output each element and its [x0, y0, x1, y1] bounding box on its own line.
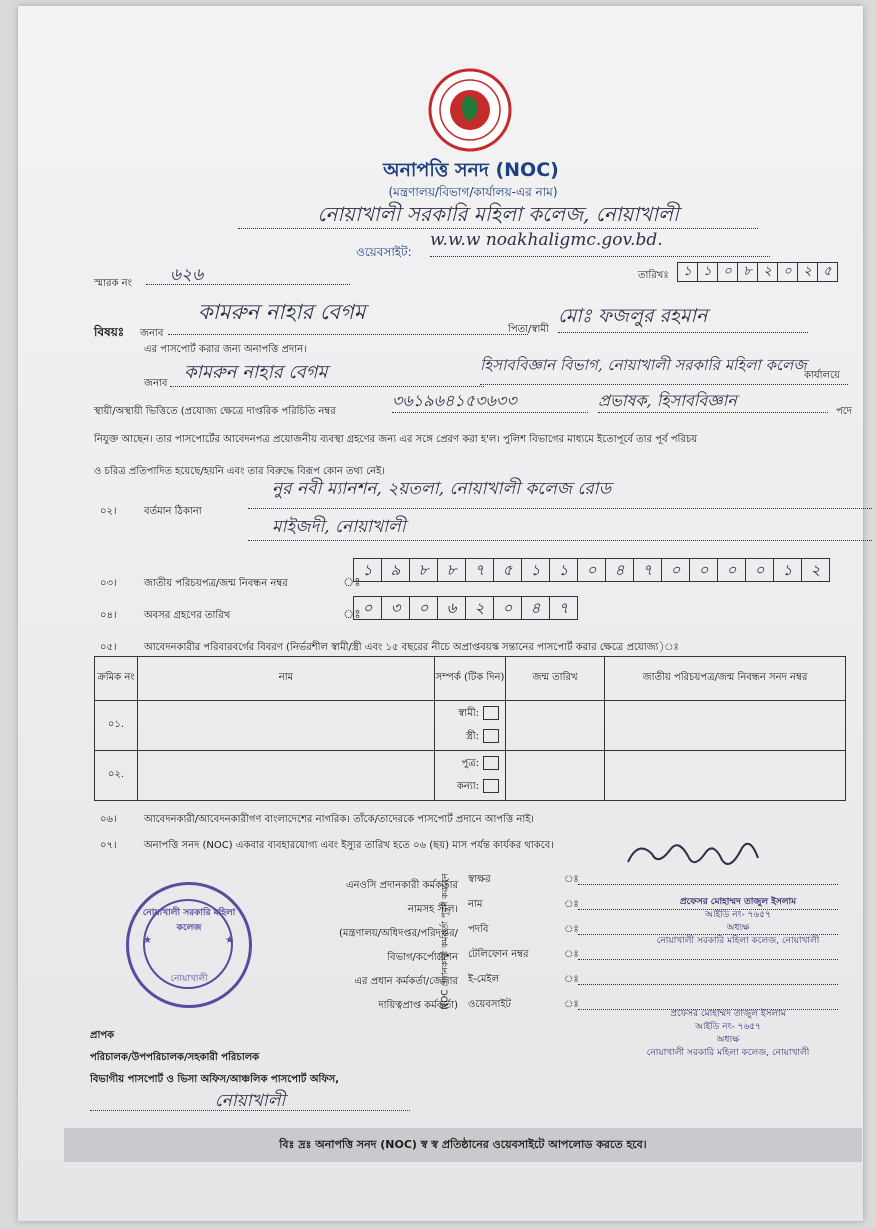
website-value: w.w.w noakhaligmc.gov.bd. [430, 230, 770, 257]
nid-digit-box: ০ [661, 558, 690, 582]
field-email [468, 972, 838, 997]
table-row [95, 701, 846, 751]
nid-digit-box: ১ [549, 558, 578, 582]
citizenship-statement: আবেদনকারী/আবেদনকারীগণ বাংলাদেশের নাগরিক। তাঁকে/তাদেরকে পাসপোর্ট প্রদানে আপত্তি নাই। [144, 814, 535, 825]
row-dob-cell [506, 751, 605, 801]
item-04-number: ০৪। [100, 610, 117, 621]
nid-digit-box: ৪ [605, 558, 634, 582]
father-name: মোঃ ফজলুর রহমান [558, 302, 808, 333]
nid-digit-box: ৯ [381, 558, 410, 582]
date-digit-box: ১ [677, 262, 698, 282]
row-name-cell [138, 701, 435, 751]
row-nid-cell [605, 751, 846, 801]
nid-digit-box: ০ [577, 558, 606, 582]
daughter-checkbox[interactable] [483, 779, 499, 793]
field-label: পদবি [468, 924, 489, 935]
office-name: নোয়াখালী সরকারি মহিলা কলেজ, নোয়াখালী [238, 200, 758, 229]
address-line-2: মাইজদী, নোয়াখালী [248, 514, 872, 541]
body-line-5: ও চরিত্র প্রতিপাদিত হয়েছে/হয়নি এবং তার বিরুদ্ধে বিরূপ কোন তথ্য নেই। [94, 466, 385, 477]
star-icon: ★ [143, 935, 152, 946]
nid-digit-box: ৭ [633, 558, 662, 582]
karyalaye-label: কার্যালয়ে [804, 370, 840, 381]
website-label: ওয়েবসাইট: [356, 245, 412, 259]
seal-officer-office: নোয়াখালী সরকারি মহিলা কলেজ, নোয়াখালী [656, 936, 820, 946]
seal-officer-name: প্রফেসর মোহাম্মদ তাজুল ইসলাম [670, 1009, 786, 1019]
footer-note [64, 1128, 862, 1162]
father-label: পিতা/স্বামী [508, 324, 549, 335]
nid-digit-box: ১ [353, 558, 382, 582]
stamp-ring-text: নোয়াখালী সরকারি মহিলা কলেজ [142, 908, 236, 933]
page-title: অনাপত্তি সনদ (NOC) [383, 159, 559, 181]
office-type-subtitle: (মন্ত্রণালয়/বিভাগ/কার্যালয়-এর নাম) [388, 185, 558, 199]
employment-line: স্থায়ী/অস্থায়ী ভিত্তিতে (প্রযোজ্য ক্ষেত্রে দাপ্তরিক পরিচিতি নম্বর [94, 406, 336, 417]
nid-boxes [354, 558, 830, 582]
nid-digit-box: ১ [773, 558, 802, 582]
date-digit-box: ১ [697, 262, 718, 282]
retirement-label: অবসর গ্রহণের তারিখ [144, 610, 231, 621]
retirement-colon: ঃ [343, 607, 361, 621]
nid-digit-box: ২ [801, 558, 830, 582]
retirement-digit-box: ০ [409, 596, 438, 620]
row-dob-cell [506, 701, 605, 751]
pode-label: পদে [836, 406, 853, 417]
husband-checkbox[interactable] [483, 706, 499, 720]
nid-digit-box: ০ [689, 558, 718, 582]
emblem-icon [428, 68, 512, 152]
government-emblem [428, 68, 512, 152]
date-digit-box: ৮ [737, 262, 758, 282]
officer-line: এর প্রধান কর্মকর্তা/জেলার [354, 976, 458, 987]
nid-digit-box: ১ [521, 558, 550, 582]
son-checkbox[interactable] [483, 756, 499, 770]
retirement-digit-box: ৩ [381, 596, 410, 620]
field-colon: ঃ [564, 999, 579, 1010]
item-06-number: ০৬। [100, 814, 117, 825]
field-label: টেলিফোন নম্বর [468, 949, 529, 960]
seal-officer-office: নোয়াখালী সরকারি মহিলা কলেজ, নোয়াখালী [646, 1048, 810, 1058]
passport-purpose: এর পাসপোর্ট করার জন্য অনাপত্তি প্রদান। [144, 344, 307, 355]
item-02-number: ০২। [100, 506, 117, 517]
field-colon: ঃ [564, 899, 579, 910]
date-digit-box: ৫ [817, 262, 838, 282]
footer-note-text: বিঃ দ্রঃ অনাপত্তি সনদ (NOC) স্ব স্ব প্রতিষ্ঠানের ওয়েবসাইটে আপলোড করতে হবে। [279, 1138, 647, 1151]
retirement-digit-box: ৪ [521, 596, 550, 620]
field-colon: ঃ [564, 924, 579, 935]
noc-document [18, 6, 863, 1221]
seal-officer-name: প্রফেসর মোহাম্মদ তাজুল ইসলাম [679, 897, 797, 907]
date-boxes [678, 260, 838, 282]
col-relation: সম্পর্ক (টিক দিন) [435, 657, 506, 701]
family-table [94, 656, 846, 801]
seal-officer-id: আইডি নং- ৭৬৫৭ [705, 910, 771, 920]
date-digit-box: ২ [757, 262, 778, 282]
subject-janab: জনাব [140, 328, 164, 339]
relation-wife-label: স্ত্রী: [465, 730, 479, 742]
field-colon: ঃ [564, 949, 579, 960]
field-line [578, 959, 838, 960]
date-digit-box: ০ [717, 262, 738, 282]
applicant-office: হিসাববিজ্ঞান বিভাগ, নোয়াখালী সরকারি মহিলা কলেজ [480, 354, 848, 385]
wife-checkbox[interactable] [483, 729, 499, 743]
address-label: বর্তমান ঠিকানা [144, 506, 202, 517]
date-digit-box: ২ [797, 262, 818, 282]
seal-officer-post: অধ্যক্ষ [716, 1035, 740, 1045]
date-digit-box: ০ [777, 262, 798, 282]
official-id-number: ৩৬১৯৬৪১৫৩৬৩৩ [392, 388, 588, 413]
nid-digit-box: ৮ [437, 558, 466, 582]
body-line-4: নিযুক্ত আছেন। তার পাসপোর্টের আবেদনপত্র প্রয়োজনীয় ব্যবস্থা গ্রহণের জন্য এর সঙ্গে প্রেরণ করা হ'ল। পুলিশ বিভাগের মাধ্যমে ইতোপূর্বে তার পূর্ব পরিচয় [94, 434, 698, 445]
field-colon: ঃ [564, 974, 579, 985]
col-serial: ক্রমিক নং [95, 657, 138, 701]
retirement-digit-box: ০ [353, 596, 382, 620]
row-serial: ০২. [95, 751, 138, 801]
body-janab: জনাব [144, 378, 168, 389]
item-07-number: ০৭। [100, 840, 117, 851]
row-relation-cell [435, 701, 506, 751]
officer-line: বিভাগ/কর্পোরেশন [387, 952, 458, 963]
validity-statement: অনাপত্তি সনদ (NOC) একবার ব্যবহারযোগ্য এবং ইস্যুর তারিখ হতে ০৬ (ছয়) মাস পর্যন্ত কার্যকর থাকবে। [144, 840, 554, 851]
seal-officer-id: আইডি নং- ৭৬৫৭ [695, 1022, 761, 1032]
retirement-digit-box: ২ [465, 596, 494, 620]
nid-digit-box: ৫ [493, 558, 522, 582]
officer-line: এনওসি প্রদানকারী কর্মকর্তার [345, 880, 458, 891]
field-telephone [468, 947, 838, 972]
retirement-digit-box: ০ [493, 596, 522, 620]
memo-label: স্মারক নং [94, 278, 132, 289]
nid-digit-box: ০ [717, 558, 746, 582]
field-label: ওয়েবসাইট [468, 999, 511, 1010]
field-colon: ঃ [564, 874, 579, 885]
officer-line: (মন্ত্রণালয়/অধিদপ্তর/পরিদপ্তর/ [338, 928, 458, 939]
row-relation-cell [435, 751, 506, 801]
nid-label: জাতীয় পরিচয়পত্র/জন্ম নিবন্ধন নম্বর [144, 578, 288, 589]
applicant-name-2: কামরুন নাহার বেগম [170, 358, 484, 387]
recipient-handwritten: নোয়াখালী [90, 1088, 410, 1111]
retirement-digit-box: ৭ [549, 596, 578, 620]
recipient-line-1: পরিচালক/উপপরিচালক/সহকারী পরিচালক [90, 1052, 260, 1063]
recipient-label: প্রাপক [90, 1030, 115, 1041]
col-nid: জাতীয় পরিচয়পত্র/জন্ম নিবন্ধন সনদ নম্বর [605, 657, 846, 701]
seal-officer-post: অধ্যক্ষ [726, 923, 750, 933]
field-label: স্বাক্ষর [468, 874, 491, 885]
field-label: ই-মেইল [468, 974, 500, 985]
field-label: নাম [468, 899, 483, 910]
table-row [95, 751, 846, 801]
retirement-boxes [354, 596, 578, 620]
item-05-number: ০৫। [100, 642, 117, 653]
recipient-line-2: বিভাগীয় পাসপোর্ট ও ভিসা অফিস/আঞ্চলিক পাসপোর্ট অফিস, [90, 1074, 340, 1085]
row-serial: ০১. [95, 701, 138, 751]
date-label: তারিখঃ [638, 270, 669, 281]
officer-line: নামসহ সীল। [408, 904, 458, 915]
college-seal-stamp [126, 882, 252, 1008]
officer-description [288, 874, 458, 1018]
relation-son-label: পুত্র: [461, 757, 479, 769]
col-dob: জন্ম তারিখ [506, 657, 605, 701]
row-name-cell [138, 751, 435, 801]
subject-label: বিষয়ঃ [94, 325, 125, 339]
officer-seal-block [618, 896, 858, 948]
field-line [578, 984, 838, 985]
designation: প্রভাষক, হিসাববিজ্ঞান [598, 388, 828, 413]
row-nid-cell [605, 701, 846, 751]
memo-number: ৬২৬ [146, 262, 350, 285]
address-line-1: নুর নবী ম্যানশন, ২য়তলা, নোয়াখালী কলেজ রোড [248, 476, 872, 509]
relation-husband-label: স্বামী: [458, 707, 479, 719]
vertical-noc-label: NOC প্রদানকারী কর্মকর্তা পূরণ করবেন [440, 873, 451, 1010]
stamp-bottom-text: নোয়াখালী [170, 974, 208, 984]
field-line [578, 884, 838, 885]
col-name: নাম [138, 657, 435, 701]
nid-digit-box: ০ [745, 558, 774, 582]
star-icon: ★ [225, 935, 234, 946]
family-label: আবেদনকারীর পরিবারবর্গের বিবরণ (নির্ভরশীল স্বামী/স্ত্রী এবং ১৫ বছরের নীচে অপ্রাপ্তবয়স্ক সন্তানের পাসপোর্ট করার ক্ষেত্রে প্রযোজ্য)ঃ [144, 642, 679, 653]
relation-daughter-label: কন্যা: [456, 780, 479, 792]
nid-digit-box: ৮ [409, 558, 438, 582]
applicant-name: কামরুন নাহার বেগম [168, 296, 528, 335]
nid-digit-box: ৭ [465, 558, 494, 582]
item-03-number: ০৩। [100, 578, 117, 589]
nid-colon: ঃ [343, 575, 361, 589]
retirement-digit-box: ৬ [437, 596, 466, 620]
officer-seal-block-2 [608, 1008, 848, 1060]
officer-line: দায়িত্বপ্রাপ্ত কর্মকর্তা) [378, 1000, 458, 1011]
handwritten-signature [618, 832, 768, 882]
